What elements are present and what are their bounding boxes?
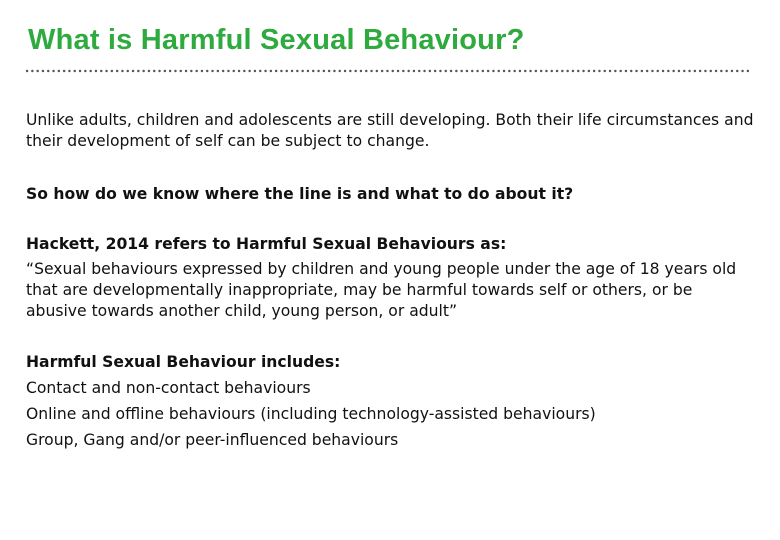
- page-title: What is Harmful Sexual Behaviour?: [28, 24, 525, 56]
- content-body: [26, 110, 756, 451]
- dotted-divider: [26, 68, 752, 74]
- definition-quote: “Sexual behaviours expressed by children and young people under the age of 18 years old that are developmentally inappropriate, may be harmful towards self or others, or be abusive towards another child, young person, or adult”: [26, 260, 737, 320]
- includes-heading: Harmful Sexual Behaviour includes:: [26, 353, 341, 371]
- list-item: Contact and non-contact behaviours: [26, 379, 311, 397]
- list-item: Group, Gang and/or peer-influenced behaviours: [26, 431, 399, 449]
- list-item: Online and offline behaviours (including technology-assisted behaviours): [26, 405, 596, 423]
- intro-paragraph: Unlike adults, children and adolescents are still developing. Both their life circumstances and their development of self can be subject to change.: [26, 111, 754, 150]
- reference-heading: Hackett, 2014 refers to Harmful Sexual Behaviours as:: [26, 235, 507, 253]
- question-heading: So how do we know where the line is and what to do about it?: [26, 185, 574, 203]
